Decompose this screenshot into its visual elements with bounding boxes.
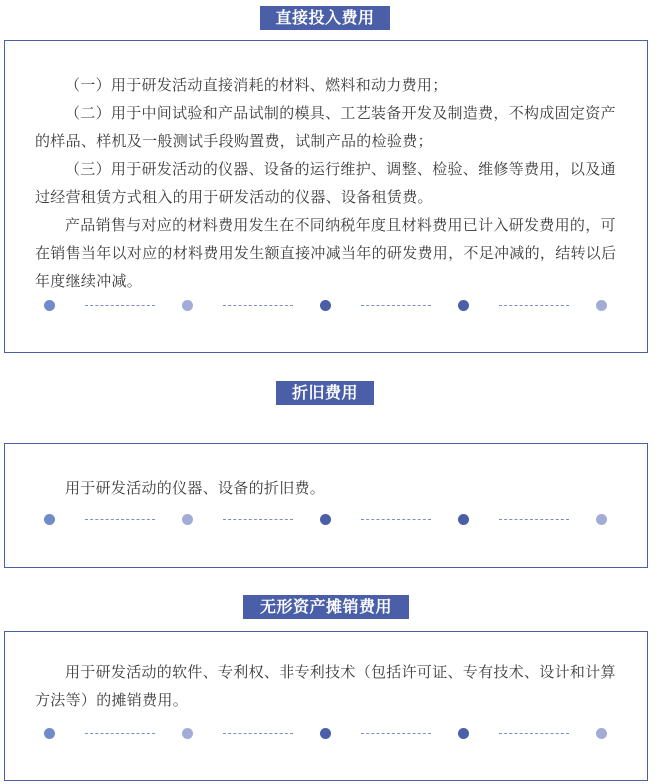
dot-icon (596, 514, 607, 525)
dot-icon (44, 514, 55, 525)
section-body-direct-input (35, 71, 629, 295)
dot-icon (458, 728, 469, 739)
divider-dots (5, 728, 647, 740)
dashed-line (223, 305, 293, 306)
dot-icon (596, 300, 607, 311)
paragraph-item-1: （一）用于研发活动直接消耗的材料、燃料和动力费用； (65, 76, 448, 94)
section-card-depreciation (4, 443, 648, 568)
section-title-depreciation: 折旧费用 (276, 381, 374, 405)
dashed-line (499, 519, 569, 520)
section-card-direct-input (4, 40, 648, 353)
dot-icon (182, 728, 193, 739)
dashed-line (85, 519, 155, 520)
divider-dots (5, 514, 647, 526)
divider-dots (5, 300, 647, 312)
dashed-line (361, 305, 431, 306)
dot-icon (44, 728, 55, 739)
dot-icon (182, 300, 193, 311)
section-body-intangible-amortization (35, 658, 629, 714)
dot-icon (320, 728, 331, 739)
dot-icon (458, 300, 469, 311)
dot-icon (596, 728, 607, 739)
dashed-line (361, 733, 431, 734)
section-body-depreciation (35, 474, 629, 502)
section-card-intangible-amortization (4, 631, 648, 781)
dashed-line (85, 733, 155, 734)
dot-icon (320, 514, 331, 525)
paragraph-amortization: 用于研发活动的软件、专利权、非专利技术（包括许可证、专有技术、设计和计算方法等）的摊销费用。 (35, 663, 616, 709)
dot-icon (182, 514, 193, 525)
dashed-line (223, 519, 293, 520)
dashed-line (85, 305, 155, 306)
paragraph-item-2: （二）用于中间试验和产品试制的模具、工艺装备开发及制造费，不构成固定资产的样品、样机及一般测试手段购置费，试制产品的检验费； (35, 104, 616, 150)
paragraph-item-3: （三）用于研发活动的仪器、设备的运行维护、调整、检验、维修等费用，以及通过经营租赁方式租入的用于研发活动的仪器、设备租赁费。 (35, 160, 616, 206)
dashed-line (499, 733, 569, 734)
dot-icon (458, 514, 469, 525)
dashed-line (361, 519, 431, 520)
dot-icon (44, 300, 55, 311)
dashed-line (499, 305, 569, 306)
dashed-line (223, 733, 293, 734)
paragraph-offset-note: 产品销售与对应的材料费用发生在不同纳税年度且材料费用已计入研发费用的，可在销售当年以对应的材料费用发生额直接冲减当年的研发费用，不足冲减的，结转以后年度继续冲减。 (35, 216, 617, 290)
section-title-direct-input: 直接投入费用 (260, 6, 390, 30)
section-title-intangible-amortization: 无形资产摊销费用 (243, 595, 409, 619)
dot-icon (320, 300, 331, 311)
paragraph-depreciation: 用于研发活动的仪器、设备的折旧费。 (65, 479, 326, 497)
